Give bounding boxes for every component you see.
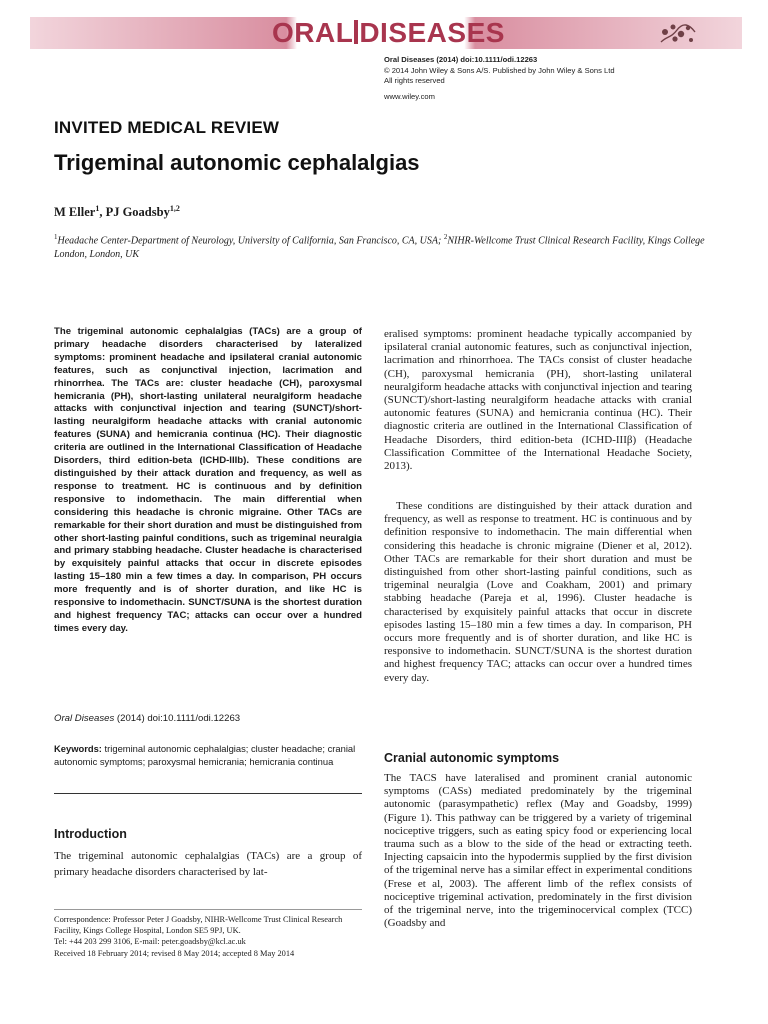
article-title: Trigeminal autonomic cephalalgias xyxy=(54,150,420,175)
received-dates: Received 18 February 2014; revised 8 May 2014; accepted 8 May 2014 xyxy=(54,948,295,958)
author-2[interactable]: PJ Goadsby xyxy=(105,205,170,220)
author-2-affil: 1,2 xyxy=(169,204,180,213)
correspondence-contact: Tel: +44 203 299 3106, E-mail: peter.goadsby@kcl.ac.uk xyxy=(54,937,246,947)
affil-1: Headache Center-Department of Neurology, University of California, San Francisco, CA, USA; xyxy=(57,235,444,247)
keywords xyxy=(54,742,362,768)
decorative-figure-icon xyxy=(655,18,699,48)
keywords-list: trigeminal autonomic cephalalgias; cluster headache; cranial autonomic symptoms; paroxysmal hemicrania; hemicrania continua xyxy=(54,743,356,767)
citation xyxy=(54,713,240,724)
correspondence-address: Correspondence: Professor Peter J Goadsby, NIHR-Wellcome Trust Clinical Research Facility, Kings College Hospital, London SE5 9PJ, UK. xyxy=(54,915,343,936)
citation-journal: Oral Diseases xyxy=(54,713,115,724)
journal-logo xyxy=(272,15,505,51)
author-separator: , xyxy=(99,205,106,220)
logo-diseases: DISEASES xyxy=(359,17,505,48)
introduction-heading: Introduction xyxy=(54,827,127,841)
affil-1-mark: 1 xyxy=(54,233,58,241)
citation-doi: (2014) doi:10.1111/odi.12263 xyxy=(114,713,241,724)
authors xyxy=(54,204,180,220)
correspondence xyxy=(54,909,362,959)
body-paragraph-1: eralised symptoms: prominent headache typically accompanied by ipsilateral cranial autonomic features, such as conjunctival injection, lacrimation and rhinorrhoea. The TACs consist of cluster headache (CH), paroxysmal hemicrania (PH), short-lasting unilateral neuralgiform headache attacks with conjunctival injection and tearing (SUNCT)/short-lasting neuralgiform headache attacks with cranial autonomic features (SUNA) and hemicrania continua (HC). Their diagnostic criteria are outlined in the International Classification of Headache Disorders, third edition-beta (ICHD-IIIβ) (Headache Classification Committee of the International Headache Society, 2013). xyxy=(384,328,692,473)
introduction-text: The trigeminal autonomic cephalalgias (TACs) are a group of primary headache disorders characterised by lat- xyxy=(54,850,362,878)
section-label: INVITED MEDICAL REVIEW xyxy=(54,118,280,137)
logo-oral: ORAL xyxy=(272,17,354,48)
website-link[interactable]: www.wiley.com xyxy=(384,92,435,101)
cranial-heading: Cranial autonomic symptoms xyxy=(384,751,560,765)
journal-meta xyxy=(384,55,615,87)
affil-2-mark: 2 xyxy=(443,233,448,241)
keywords-label: Keywords: xyxy=(54,743,102,754)
abstract: The trigeminal autonomic cephalalgias (TACs) are a group of primary headache disorders characterised by lateralized symptoms: prominent headache and ipsilateral cranial autonomic features, such as conjunctival injection, lacrimation and rhinorrhea. The TACs are: cluster headache (CH), paroxysmal hemicrania (PH), short-lasting unilateral neuralgiform headache attacks with conjunctival injection and tearing (SUNCT)/short-lasting neuralgiform headache attacks with cranial autonomic features (SUNA) and hemicrania continua (HC). Their diagnostic criteria are outlined in the International Classification of Headache Disorders, third edition-beta (ICHD-IIIb). These conditions are distinguished by their attack duration and frequency, as well as response to treatment. HC is continuous and by definition responsive to indomethacin. The main differential when considering this headache is chronic migraine. Other TACs are remarkable for their short duration and must be distinguished from other short-lasting painful conditions, such as trigeminal neuralgia and primary stabbing headache. Cluster headache is characterised by exquisitely painful attacks that occur in discrete episodes lasting 15–180 min a few times a day. In comparison, PH occurs more frequently and is of shorter duration, and like HC is responsive to indomethacin. SUNCT/SUNA is the shortest duration and highest frequency TAC; attacks can occur over a hundred times every day. xyxy=(54,326,362,634)
divider xyxy=(54,793,362,794)
copyright-line: © 2014 John Wiley & Sons A/S. Published by John Wiley & Sons Ltd xyxy=(384,65,615,75)
author-1-affil: 1 xyxy=(95,204,100,213)
body-paragraph-2: These conditions are distinguished by their attack duration and frequency, as well as response to treatment. HC is continuous and by definition responsive to indomethacin. The main differential when considering this headache is chronic migraine (Diener et al, 2012). Other TACs are remarkable for their short duration and must be distinguished from other short-lasting painful conditions, such as trigeminal neuralgia (Love and Coakham, 2001) and primary stabbing headache (Pareja et al, 1996). Cluster headache is characterised by exquisitely painful attacks that occur in discrete episodes lasting 15–180 min a few times a day. In comparison, PH occurs more frequently and is of shorter duration, and like HC is responsive to indomethacin. SUNCT/SUNA is the shortest duration and highest frequency TAC; attacks can occur over a hundred times every day. xyxy=(384,500,692,684)
logo-divider xyxy=(354,20,358,44)
journal-line: Oral Diseases (2014) doi:10.1111/odi.12263 xyxy=(384,55,538,64)
author-1[interactable]: M Eller xyxy=(54,205,96,220)
rights-line: All rights reserved xyxy=(384,76,445,85)
body-paragraph-3: The TACS have lateralised and prominent cranial autonomic symptoms (CASs) mediated predominately by the trigeminal autonomic (parasympathetic) reflex (May and Goadsby, 1999) (Figure 1). This pathway can be triggered by a variety of trigeminal nociceptive triggers, such as eating spicy food or experiencing local trauma such as a blow to the side of the head or extracting teeth. Injecting capsaicin into the hypodermis supplied by the first division of the trigeminal nerve has a similar effect in experimental conditions (Frese et al, 2003). The afferent limb of the reflex consists of nociceptive trigeminal activation, predominately in the first division of the trigeminal nerve, into the trigeminocervical complex (TCC) (Goadsby and xyxy=(384,772,692,930)
affiliations xyxy=(54,230,724,262)
affil-2: NIHR-Wellcome Trust Clinical Research Facility, Kings College London, London, UK xyxy=(54,235,705,261)
